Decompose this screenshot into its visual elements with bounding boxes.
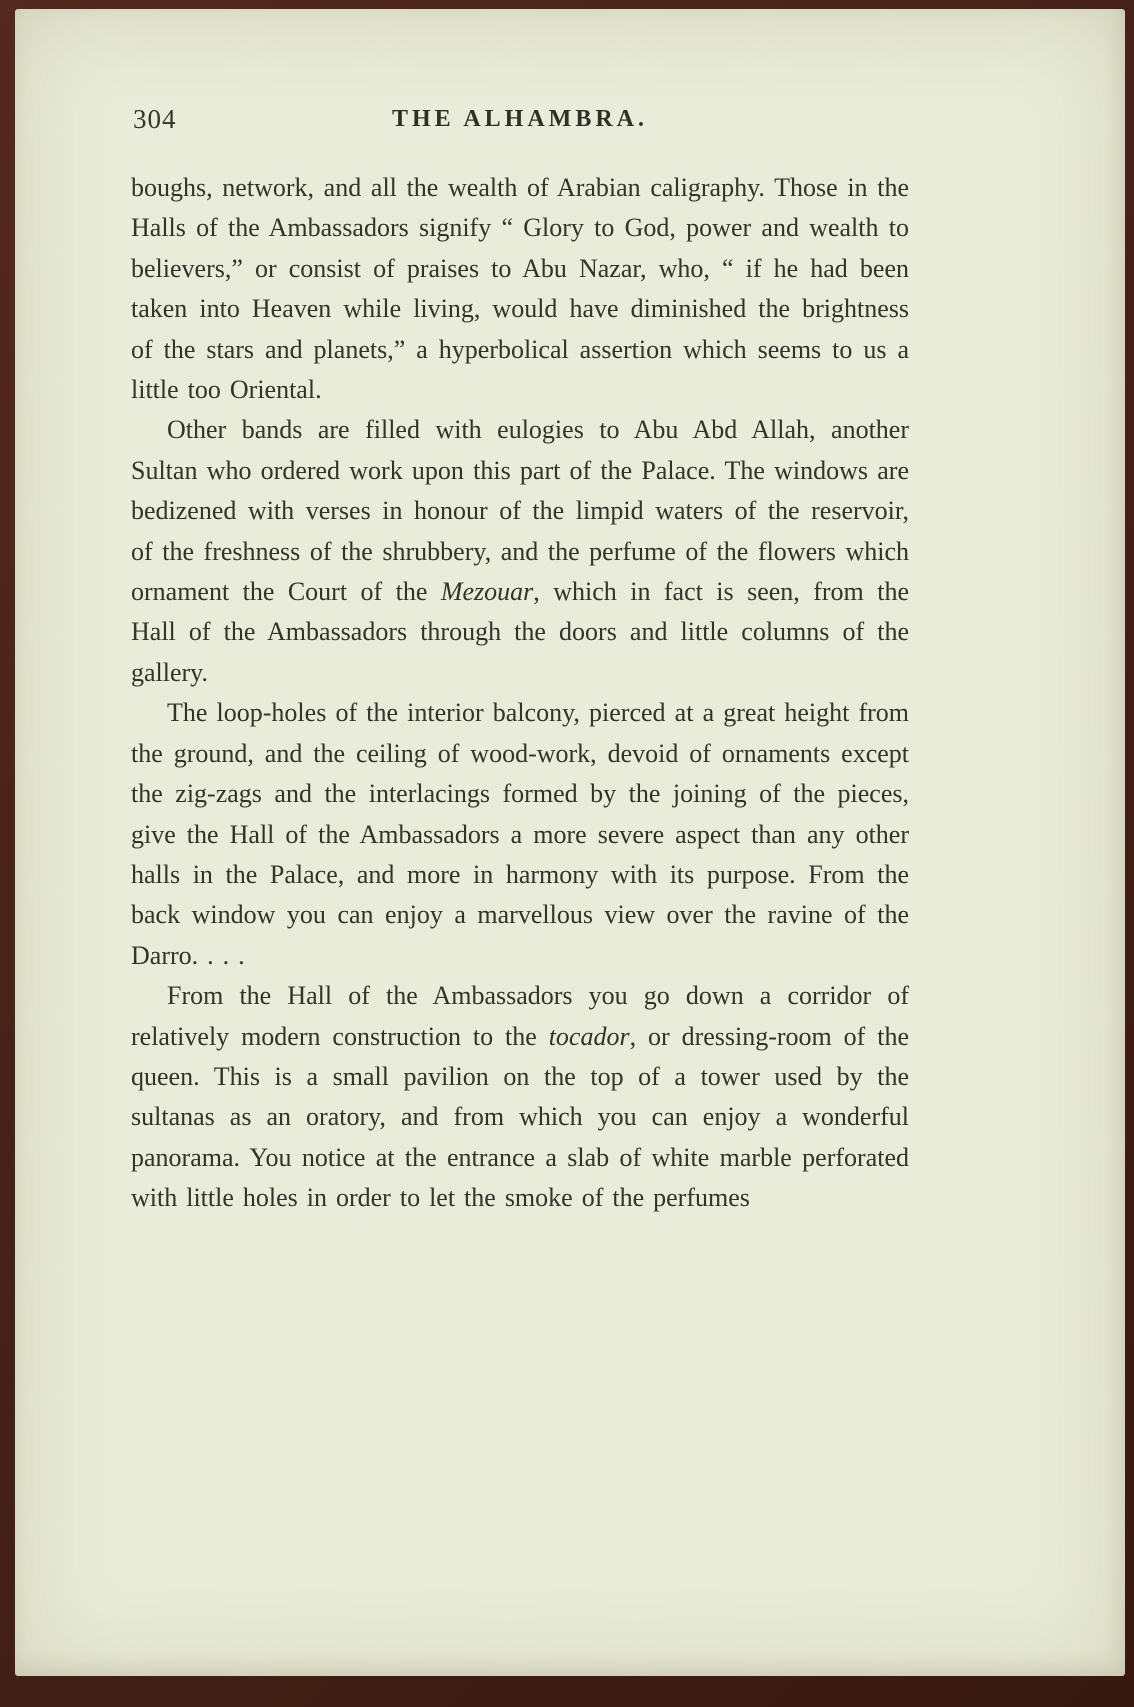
book-page [15,9,1125,1676]
paragraph-3-text: The loop-holes of the interior balcony, pierced at a great height from the ground, and the ceiling of wood-work, devoid of ornaments except the zig-zags and the interlacings formed by the joining of the pieces, give the Hall of the Ambassadors a more severe aspect than any other halls in the Palace, and more in harmony with its purpose. From the back window you can enjoy a marvellous view over the ravine of the Darro. . . . [131,698,909,970]
page-body-text [131,168,909,1219]
paragraph-2 [131,410,909,693]
page-content [131,9,909,1219]
paragraph-1-text: boughs, network, and all the wealth of Arabian caligraphy. Those in the Halls of the Ambassadors signify “ Glory to God, power and wealth to believers,” or consist of praises to Abu Nazar, who, “ if he had been taken into Heaven while living, would have diminished the brightness of the stars and planets,” a hyperbolical assertion which seems to us a little too Oriental. [131,173,909,405]
paragraph-3 [131,693,909,976]
paragraph-1 [131,168,909,410]
running-header-title: THE ALHAMBRA. [391,106,649,132]
paragraph-2-text-cont: , which in fact is seen, from the Hall of the Ambassadors through the doors and little columns of the gallery. [131,577,909,687]
paragraph-2-text: Other bands are filled with eulogies to Abu Abd Allah, another Sultan who ordered work upon this part of the Palace. The windows are bedizened with verses in honour of the limpid waters of the reservoir, of the freshness of the shrubbery, and the perfume of the flowers which ornament the Court of the [131,415,909,607]
paragraph-4-text: From the Hall of the Ambassadors you go down a corridor of relatively modern construction to the [131,981,909,1051]
page-header [131,104,909,144]
paragraph-4-text-cont: , or dressing-room of the queen. This is a small pavilion on the top of a tower used by the sultanas as an oratory, and from which you can enjoy a wonderful panorama. You notice at the entrance a slab of white marble perforated with little holes in order to let the smoke of the perfumes [131,1021,910,1213]
paragraph-4-italic-term: tocador [548,1021,630,1051]
page-number: 304 [133,104,177,134]
paragraph-2-italic-term: Mezouar [440,577,534,607]
paragraph-4 [131,976,909,1218]
